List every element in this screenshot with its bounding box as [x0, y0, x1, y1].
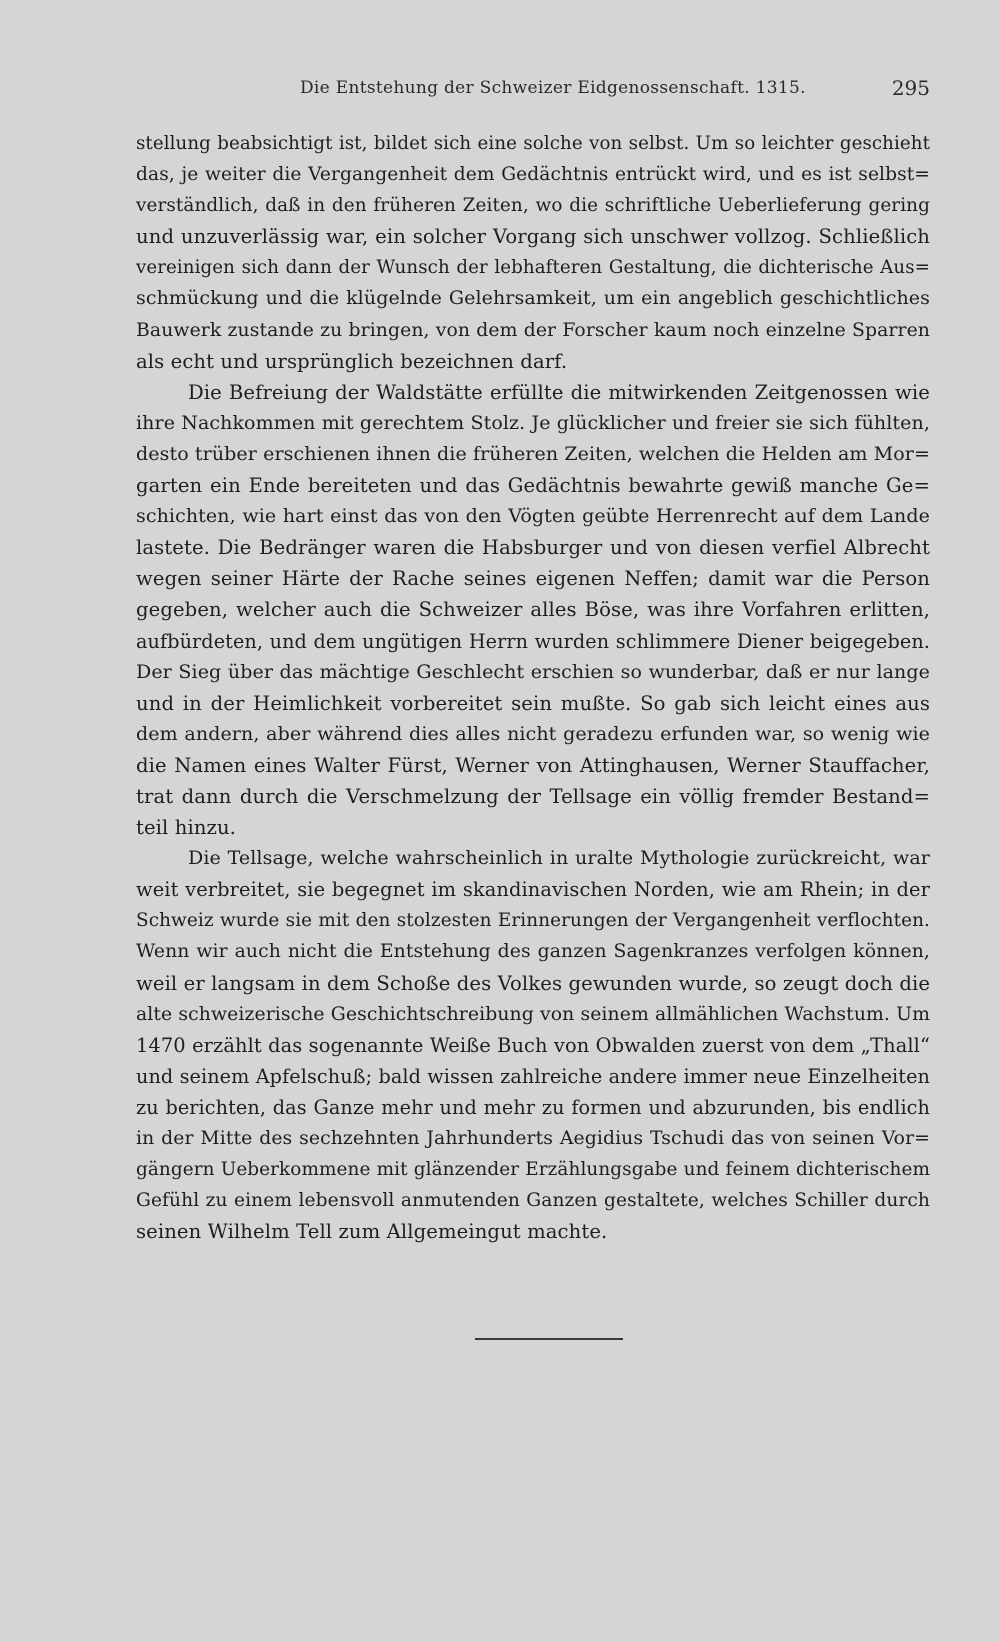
text-line: Bauwerk zustande zu bringen, von dem der Forscher kaum noch einzelne Sparren	[136, 319, 930, 341]
text-line: schichten, wie hart einst das von den Vögten geübte Herrenrecht auf dem Lande	[136, 505, 930, 528]
text-line: Der Sieg über das mächtige Geschlecht erschien so wunderbar, daß er nur lange	[136, 660, 930, 683]
text-line: vereinigen sich dann der Wunsch der lebhafteren Gestaltung, die dichterische Aus=	[136, 257, 930, 279]
text-line: ihre Nachkommen mit gerechtem Stolz. Je glücklicher und freier sie sich fühlten,	[136, 411, 930, 434]
text-line: weil er langsam in dem Schoße des Volkes gewunden wurde, so zeugt doch die	[136, 971, 931, 995]
text-line: dem andern, aber während dies alles nicht geradezu erfunden war, so wenig wie	[136, 722, 930, 745]
text-line: schmückung und die klügelnde Gelehrsamkeit, um ein angeblich geschichtliches	[136, 287, 930, 310]
text-line: 1470 erzählt das sogenannte Weiße Buch von Obwalden zuerst von dem „Thall“	[136, 1033, 930, 1057]
text-line: wegen seiner Härte der Rache seines eigenen Neffen; damit war die Person	[136, 567, 930, 591]
text-line: und seinem Apfelschuß; bald wissen zahlreiche andere immer neue Einzelheiten	[136, 1064, 930, 1088]
text-line: trat dann durch die Verschmelzung der Tellsage ein völlig fremder Bestand=	[136, 784, 930, 808]
running-head	[135, 78, 930, 108]
text-line: und unzuverlässig war, ein solcher Vorgang sich unschwer vollzog. Schließlich	[136, 225, 930, 249]
text-line: Wenn wir auch nicht die Entstehung des ganzen Sagenkranzes verfolgen können,	[136, 941, 930, 963]
text-line: und in der Heimlichkeit vorbereitet sein mußte. So gab sich leicht eines aus	[136, 691, 930, 715]
text-line: alte schweizerische Geschichtschreibung von seinem allmählichen Wachstum. Um	[136, 1003, 930, 1025]
page-number: 295	[891, 76, 930, 100]
text-line: das, je weiter die Vergangenheit dem Gedächtnis entrückt wird, und es ist selbst=	[136, 164, 930, 186]
end-rule	[475, 1338, 623, 1340]
text-line: Die Tellsage, welche wahrscheinlich in uralte Mythologie zurückreicht, war	[188, 847, 930, 870]
text-line: die Namen eines Walter Fürst, Werner von Attinghausen, Werner Stauffacher,	[136, 753, 930, 777]
text-line: weit verbreitet, sie begegnet im skandinavischen Norden, wie am Rhein; in der	[136, 878, 930, 902]
text-line: lastete. Die Bedränger waren die Habsburger und von diesen verfiel Albrecht	[136, 536, 930, 560]
text-line: stellung beabsichtigt ist, bildet sich eine solche von selbst. Um so leichter geschieht	[136, 133, 930, 154]
text-line: teil hinzu.	[136, 816, 237, 840]
text-line: verständlich, daß in den früheren Zeiten, wo die schriftliche Ueberlieferung gering	[136, 195, 930, 217]
running-title: Die Entstehung der Schweizer Eidgenossenschaft. 1315.	[300, 78, 806, 98]
text-line: Die Befreiung der Waldstätte erfüllte die mitwirkenden Zeitgenossen wie	[188, 380, 930, 404]
body-text	[136, 128, 930, 1247]
text-line: Schweiz wurde sie mit den stolzesten Erinnerungen der Vergangenheit verflochten.	[136, 910, 930, 932]
text-line: gegeben, welcher auch die Schweizer alles Böse, was ihre Vorfahren erlitten,	[136, 598, 930, 622]
text-line: als echt und ursprünglich bezeichnen darf.	[136, 349, 568, 373]
text-line: Gefühl zu einem lebensvoll anmutenden Ganzen gestaltete, welches Schiller durch	[136, 1190, 930, 1212]
text-line: in der Mitte des sechzehnten Jahrhunderts Aegidius Tschudi das von seinen Vor=	[136, 1128, 930, 1149]
text-line: garten ein Ende bereiteten und das Gedächtnis bewahrte gewiß manche Ge=	[136, 474, 930, 498]
text-line: desto trüber erschienen ihnen die früheren Zeiten, welchen die Helden am Mor=	[136, 442, 930, 465]
text-line: aufbürdeten, und dem ungütigen Herrn wurden schlimmere Diener beigegeben.	[136, 629, 930, 653]
text-line: seinen Wilhelm Tell zum Allgemeingut machte.	[136, 1220, 608, 1244]
text-line: gängern Ueberkommene mit glänzender Erzählungsgabe und feinem dichterischem	[136, 1159, 930, 1181]
text-line: zu berichten, das Ganze mehr und mehr zu formen und abzurunden, bis endlich	[136, 1095, 930, 1119]
